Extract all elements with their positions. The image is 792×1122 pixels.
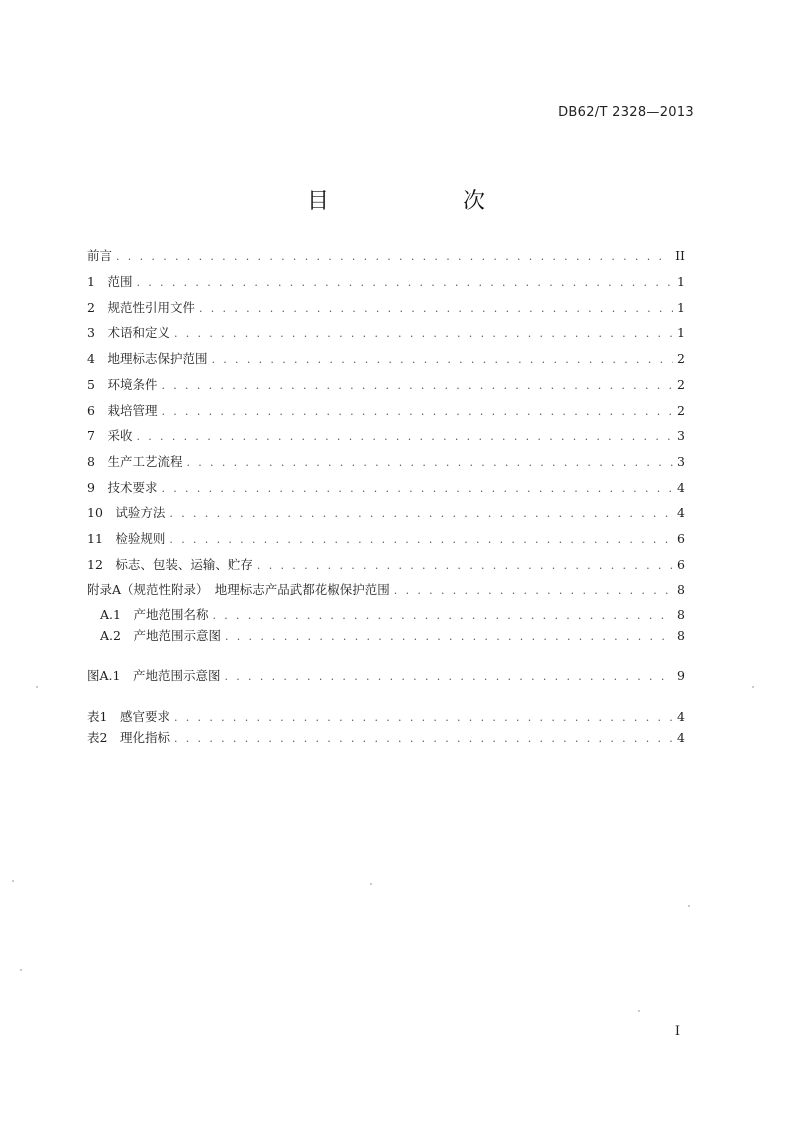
toc-entry-environment[interactable] [87,376,685,394]
leader-dots [225,628,673,646]
toc-entry-test-methods[interactable] [87,504,685,522]
toc-entry-page: 4 [677,730,685,745]
scan-speck [688,905,690,907]
leader-dots [161,480,673,498]
toc-entry-process-flow[interactable] [87,453,685,471]
standard-number: DB62/T 2328—2013 [558,105,694,120]
toc-entry-page: 8 [677,607,685,622]
scan-speck [20,969,22,971]
leader-dots [224,668,673,686]
page-number: I [674,1024,680,1039]
toc-entry-label: A.2 产地范围示意图 [100,628,221,643]
toc-entry-page: 2 [677,403,685,418]
toc-entry-label: 图A.1 产地范围示意图 [87,668,221,683]
scan-speck [752,686,754,688]
toc-entry-page: 2 [677,377,685,392]
toc-entry-scope[interactable] [87,273,685,291]
toc-entry-label: 3 术语和定义 [87,325,170,340]
toc-entry-page: 6 [677,531,685,546]
leader-dots [174,709,673,727]
toc-entry-label: 1 范围 [87,274,133,289]
toc-entry-page: 1 [677,300,685,315]
toc-entry-page: 4 [677,480,685,495]
toc-entry-harvest[interactable] [87,427,685,445]
toc-entry-label: 9 技术要求 [87,480,158,495]
leader-dots [174,325,673,343]
leader-dots [161,377,673,395]
leader-dots [394,582,673,600]
leader-dots [211,351,673,369]
toc-entry-protection-range[interactable] [87,350,685,368]
toc-entry-label: 5 环境条件 [87,377,158,392]
scan-speck [638,1010,640,1012]
toc-entry-page: 4 [677,709,685,724]
toc-entry-page: 3 [677,454,685,469]
leader-dots [136,274,673,292]
toc-entry-technical-requirements[interactable] [87,479,685,497]
toc-entry-page: II [675,248,685,263]
toc-entry-a2[interactable] [100,627,685,645]
leader-dots [136,428,673,446]
toc-entry-label: 前言 [87,248,113,263]
toc-entry-label: 4 地理标志保护范围 [87,351,208,366]
leader-dots [257,557,673,575]
toc-entry-label: 7 采收 [87,428,133,443]
toc-entry-inspection-rules[interactable] [87,530,685,548]
toc-entry-page: 1 [677,274,685,289]
toc-entry-table-1[interactable] [87,708,685,726]
leader-dots [161,403,673,421]
leader-dots [174,730,673,748]
toc-entry-label: 表1 感官要求 [87,709,170,724]
toc-entry-marking-packaging[interactable] [87,556,685,574]
toc-entry-page: 8 [677,582,685,597]
toc-entry-appendix-a[interactable] [87,581,685,599]
leader-dots [186,454,673,472]
leader-dots [116,248,671,266]
leader-dots [212,607,673,625]
leader-dots [169,531,673,549]
toc-entry-label: 表2 理化指标 [87,730,170,745]
toc-entry-figure-a1[interactable] [87,667,685,685]
toc-entry-label: 12 标志、包装、运输、贮存 [87,557,253,572]
toc-entry-page: 8 [677,628,685,643]
toc-entry-label: 附录A（规范性附录） 地理标志产品武都花椒保护范围 [87,582,390,597]
toc-entry-a1[interactable] [100,606,685,624]
toc-entry-terms[interactable] [87,324,685,342]
toc-entry-page: 6 [677,557,685,572]
toc-entry-normative-references[interactable] [87,299,685,317]
toc-entry-cultivation[interactable] [87,402,685,420]
scan-speck [36,686,38,688]
toc-entry-label: 11 检验规则 [87,531,166,546]
leader-dots [199,300,673,318]
toc-entry-table-2[interactable] [87,729,685,747]
toc-entry-page: 4 [677,505,685,520]
toc-entry-page: 3 [677,428,685,443]
page-title: 目 次 [306,189,515,214]
toc-entry-label: 6 栽培管理 [87,403,158,418]
scan-speck [370,883,372,885]
toc-entry-page: 2 [677,351,685,366]
scan-speck [12,880,14,882]
toc-entry-page: 1 [677,325,685,340]
leader-dots [169,505,673,523]
toc-entry-label: 2 规范性引用文件 [87,300,195,315]
toc-entry-label: 10 试验方法 [87,505,166,520]
toc-entry-label: 8 生产工艺流程 [87,454,183,469]
toc-entry-page: 9 [677,668,685,683]
toc-entry-label: A.1 产地范围名称 [100,607,209,622]
toc-entry-foreword[interactable] [87,247,685,265]
